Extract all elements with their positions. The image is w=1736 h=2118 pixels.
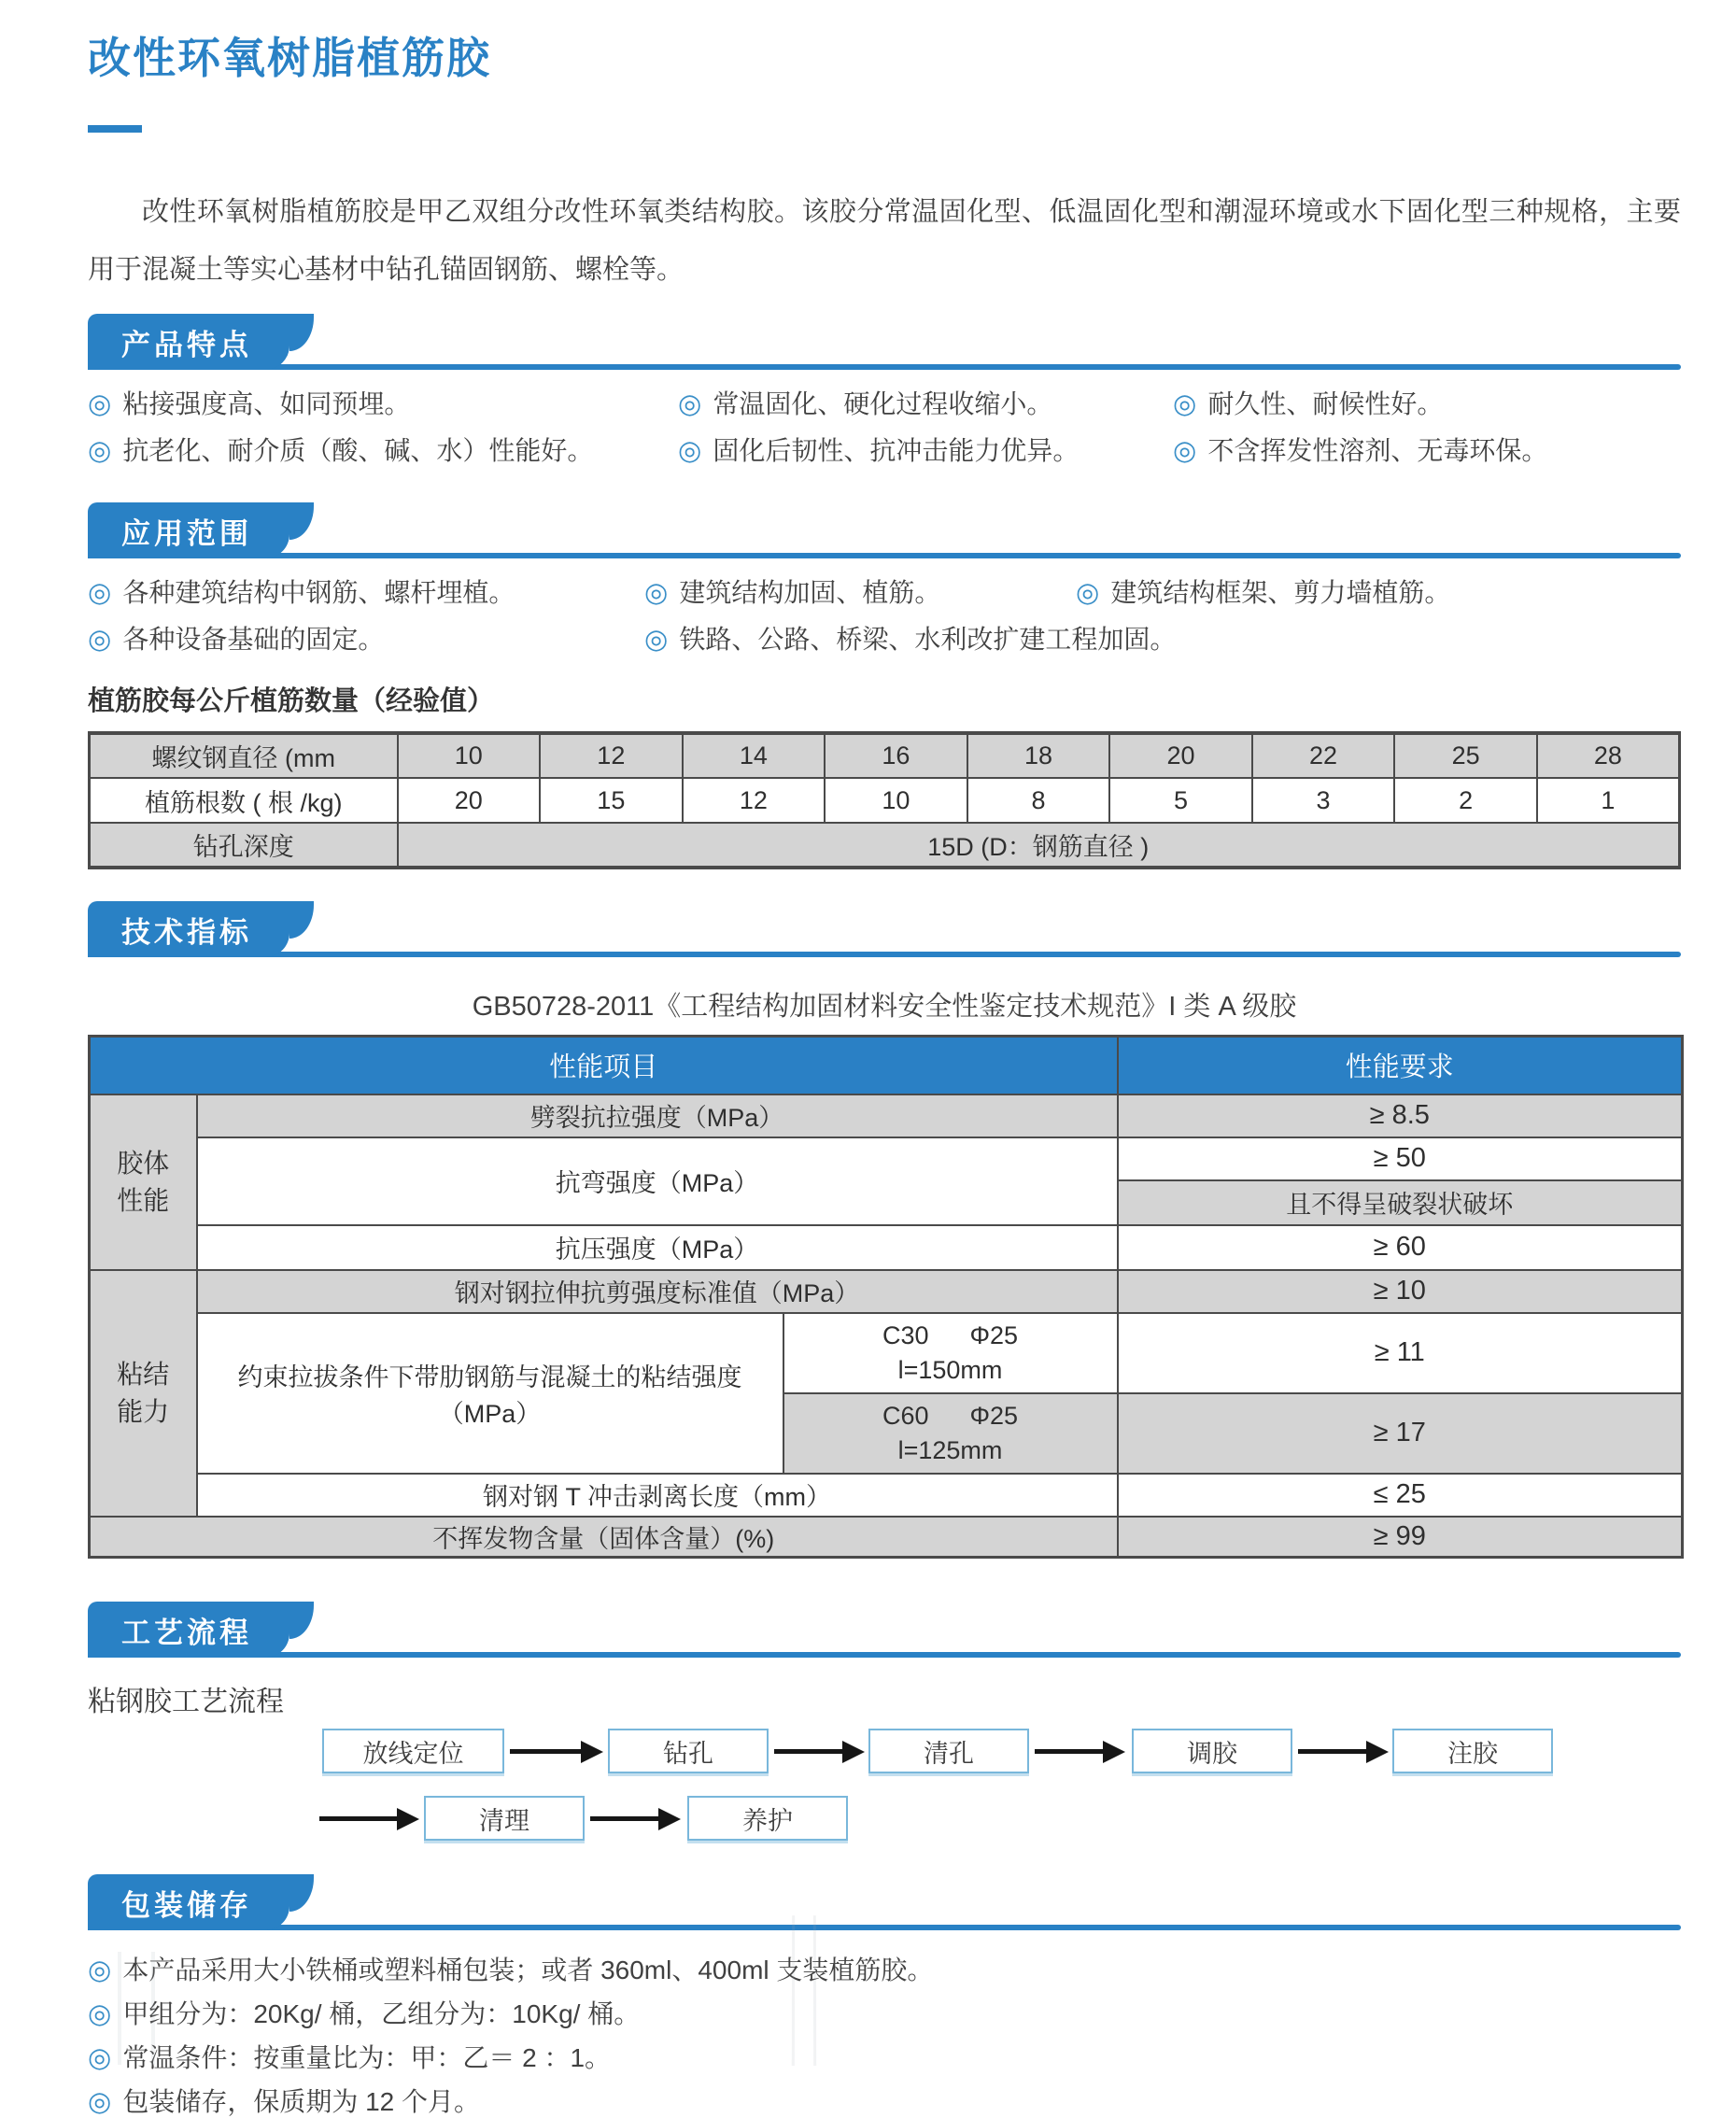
row-header: 植筋根数 ( 根 /kg): [90, 778, 398, 823]
cell: 12: [540, 733, 683, 778]
row-header: 螺纹钢直径 (mm: [90, 733, 398, 778]
cell: 3: [1252, 778, 1395, 823]
section-header-applications: [88, 502, 1681, 558]
cell: 15D (D：钢筋直径 ): [398, 823, 1680, 868]
list-item: [88, 1998, 1681, 2030]
section-rule: [88, 952, 1681, 957]
section-badge-process: 工艺流程: [88, 1602, 289, 1658]
requirement-cell: ≥ 8.5: [1118, 1094, 1683, 1137]
list-item: [88, 577, 644, 609]
feature-text: 固化后韧性、抗冲击能力优异。: [713, 436, 1080, 465]
list-item: [1173, 388, 1681, 420]
flow-step: 调胶: [1132, 1729, 1292, 1773]
property-cell: 不挥发物含量（固体含量）(%): [90, 1517, 1118, 1558]
requirement-cell: ≥ 17: [1118, 1393, 1683, 1474]
applications-list-row2: [88, 624, 1681, 656]
list-item: [678, 435, 1173, 467]
cell: 14: [683, 733, 826, 778]
title-underline: [88, 125, 142, 133]
section-badge-tech: 技术指标: [88, 901, 289, 957]
application-text: 建筑结构加固、植筋。: [679, 578, 941, 607]
section-badge-features: 产品特点: [88, 314, 289, 370]
section-rule: [88, 553, 1681, 558]
double-circle-bullet-icon: ◎: [88, 436, 112, 466]
section-badge-packaging: 包装储存: [88, 1874, 289, 1930]
flow-arrow-icon: [1035, 1749, 1103, 1754]
intro-paragraph: 改性环氧树脂植筋胶是甲乙双组分改性环氧类结构胶。该胶分常温固化型、低温固化型和潮湿环境或水下固化型三种规格，主要用于混凝土等实心基材中钻孔锚固钢筋、螺栓等。: [88, 197, 1681, 285]
condition-line: [790, 1402, 1111, 1431]
table-row: [90, 1094, 1683, 1137]
list-item: [644, 577, 1076, 609]
condition-line: [790, 1321, 1111, 1350]
flow-step: 注胶: [1392, 1729, 1553, 1773]
list-item: [88, 388, 678, 420]
double-circle-bullet-icon: ◎: [88, 1999, 112, 2029]
section-rule: [88, 364, 1681, 370]
list-item: [1076, 577, 1681, 609]
flow-arrow-icon: [319, 1816, 397, 1821]
table-row: [90, 823, 1680, 868]
application-text: 建筑结构框架、剪力墙植筋。: [1110, 578, 1451, 607]
requirement-cell: ≥ 60: [1118, 1225, 1683, 1270]
process-flowchart: [88, 1729, 1681, 1850]
flow-arrow-icon: [510, 1749, 581, 1754]
requirement-cell: ≤ 25: [1118, 1474, 1683, 1517]
concrete-grade: C60: [882, 1401, 929, 1430]
double-circle-bullet-icon: ◎: [88, 625, 112, 655]
section-badge-applications: 应用范围: [88, 502, 289, 558]
double-circle-bullet-icon: ◎: [88, 2087, 112, 2117]
feature-text: 粘接强度高、如同预埋。: [122, 389, 411, 418]
double-circle-bullet-icon: ◎: [88, 2043, 112, 2073]
group-label-line: 能力: [117, 1396, 170, 1426]
cell: 2: [1394, 778, 1537, 823]
list-item: [88, 2086, 1681, 2118]
condition-cell: [783, 1393, 1118, 1474]
cell: 1: [1537, 778, 1680, 823]
table-row: [90, 733, 1680, 778]
table-row: [90, 1137, 1683, 1180]
double-circle-bullet-icon: ◎: [1173, 436, 1197, 466]
cell: 22: [1252, 733, 1395, 778]
group-label-line: 粘结: [117, 1359, 170, 1389]
cell: 16: [825, 733, 967, 778]
cell: 10: [398, 733, 541, 778]
page-content: [88, 0, 1681, 2118]
application-text: 铁路、公路、桥梁、水利改扩建工程加固。: [679, 625, 1177, 654]
table-row: [90, 1225, 1683, 1270]
requirement-cell: ≥ 10: [1118, 1270, 1683, 1313]
double-circle-bullet-icon: ◎: [88, 389, 112, 419]
applications-list-row1: [88, 577, 1681, 609]
flow-step: 养护: [687, 1796, 848, 1841]
flow-step: 放线定位: [322, 1729, 504, 1773]
list-item: [644, 624, 1681, 656]
packaging-text: 包装储存，保质期为 12 个月。: [122, 2087, 481, 2116]
application-text: 各种设备基础的固定。: [122, 625, 385, 654]
property-cell: 抗压强度（MPa）: [197, 1225, 1118, 1270]
rebar-table-title: 植筋胶每公斤植筋数量（经验值）: [88, 686, 495, 716]
table-row: [90, 1474, 1683, 1517]
double-circle-bullet-icon: ◎: [88, 578, 112, 608]
cell: 20: [398, 778, 541, 823]
row-header: 钻孔深度: [90, 823, 398, 868]
requirement-cell: ≥ 99: [1118, 1517, 1683, 1558]
group-header: [90, 1094, 197, 1270]
double-circle-bullet-icon: ◎: [1173, 389, 1197, 419]
rebar-diameter: Φ25: [969, 1320, 1019, 1349]
cell: 12: [683, 778, 826, 823]
property-cell: 抗弯强度（MPa）: [197, 1137, 1118, 1225]
feature-text: 不含挥发性溶剂、无毒环保。: [1207, 436, 1548, 465]
group-label-line: 性能: [117, 1185, 170, 1215]
flow-step: 钻孔: [608, 1729, 769, 1773]
condition-line: l=150mm: [897, 1355, 1003, 1384]
cell: 10: [825, 778, 967, 823]
feature-text: 抗老化、耐介质（酸、碱、水）性能好。: [122, 436, 594, 465]
features-list: [88, 388, 1681, 467]
property-cell: 约束拉拔条件下带肋钢筋与混凝土的粘结强度（MPa）: [197, 1313, 783, 1474]
double-circle-bullet-icon: ◎: [644, 625, 669, 655]
column-header: 性能项目: [90, 1037, 1118, 1094]
page-title: 改性环氧树脂植筋胶: [88, 34, 491, 82]
feature-text: 常温固化、硬化过程收缩小。: [713, 389, 1053, 418]
flow-arrow-icon: [1298, 1749, 1366, 1754]
concrete-grade: C30: [882, 1320, 929, 1349]
cell: 5: [1109, 778, 1252, 823]
section-rule: [88, 1652, 1681, 1658]
double-circle-bullet-icon: ◎: [678, 389, 702, 419]
tech-spec-table: [88, 1035, 1684, 1559]
flow-step: 清孔: [868, 1729, 1029, 1773]
condition-cell: [783, 1313, 1118, 1393]
property-cell: 劈裂抗拉强度（MPa）: [197, 1094, 1118, 1137]
table-header-row: [90, 1037, 1683, 1094]
flow-step: 清理: [424, 1796, 585, 1841]
group-header: [90, 1270, 197, 1517]
double-circle-bullet-icon: ◎: [644, 578, 669, 608]
cell: 25: [1394, 733, 1537, 778]
table-row: [90, 1313, 1683, 1393]
table-row: [90, 1270, 1683, 1313]
property-cell: 钢对钢拉伸抗剪强度标准值（MPa）: [197, 1270, 1118, 1313]
list-item: [678, 388, 1173, 420]
section-header-process: [88, 1602, 1681, 1658]
flow-arrow-icon: [774, 1749, 842, 1754]
requirement-cell: ≥ 11: [1118, 1313, 1683, 1393]
section-header-packaging: [88, 1874, 1681, 1930]
section-rule: [88, 1925, 1681, 1930]
double-circle-bullet-icon: ◎: [678, 436, 702, 466]
flow-arrow-icon: [590, 1816, 658, 1821]
table-row: [90, 1517, 1683, 1558]
double-circle-bullet-icon: ◎: [1076, 578, 1100, 608]
cell: 28: [1537, 733, 1680, 778]
double-circle-bullet-icon: ◎: [88, 1956, 112, 1985]
packaging-text: 常温条件：按重量比为：甲：乙＝ 2 ：1。: [122, 2043, 612, 2072]
feature-text: 耐久性、耐候性好。: [1207, 389, 1444, 418]
list-item: [1173, 435, 1681, 467]
tech-standard-caption: GB50728-2011《工程结构加固材料安全性鉴定技术规范》I 类 A 级胶: [472, 992, 1297, 1022]
application-text: 各种建筑结构中钢筋、螺杆埋植。: [122, 578, 515, 607]
column-header: 性能要求: [1118, 1037, 1683, 1094]
packaging-text: 甲组分为：20Kg/ 桶，乙组分为：10Kg/ 桶。: [122, 1999, 641, 2028]
list-item: [88, 1955, 1681, 1986]
rebar-count-table: [88, 731, 1681, 869]
rebar-diameter: Φ25: [969, 1401, 1019, 1430]
list-item: [88, 624, 644, 656]
section-header-features: [88, 314, 1681, 370]
table-row: [90, 778, 1680, 823]
property-cell: 钢对钢 T 冲击剥离长度（mm）: [197, 1474, 1118, 1517]
list-item: [88, 2042, 1681, 2074]
cell: 15: [540, 778, 683, 823]
list-item: [88, 435, 678, 467]
cell: 8: [967, 778, 1110, 823]
process-flow-label: 粘钢胶工艺流程: [88, 1687, 284, 1717]
cell: 18: [967, 733, 1110, 778]
packaging-text: 本产品采用大小铁桶或塑料桶包装；或者 360ml、400ml 支装植筋胶。: [122, 1956, 934, 1984]
packaging-list: [88, 1955, 1681, 2118]
group-label-line: 胶体: [117, 1148, 170, 1178]
requirement-cell: 且不得呈破裂状破坏: [1118, 1180, 1683, 1225]
cell: 20: [1109, 733, 1252, 778]
condition-line: l=125mm: [897, 1435, 1003, 1464]
section-header-tech: [88, 901, 1681, 957]
requirement-cell: ≥ 50: [1118, 1137, 1683, 1180]
